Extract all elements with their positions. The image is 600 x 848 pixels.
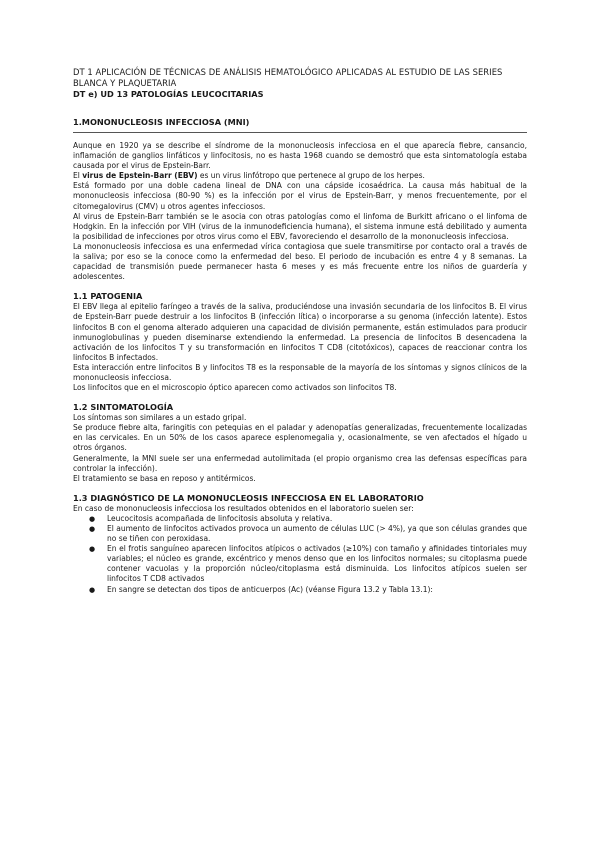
document-title: DT 1 APLICACIÓN DE TÉCNICAS DE ANÁLISIS HEMATOLÓGICO APLICADAS AL ESTUDIO DE LAS SERIES BLANCA Y PLAQUETARIA: [73, 67, 503, 88]
paragraph-ebv: [73, 171, 527, 181]
paragraph: Se produce fiebre alta, faringitis con petequias en el paladar y adenopatías generalizadas, frecuentemente localizadas en las cervicales. En un 50% de los casos aparece esplenomegalia y, ocasionalmente, se ven afectados el hígado u otros órganos.: [73, 423, 527, 453]
paragraph: Los síntomas son similares a un estado gripal.: [73, 413, 247, 423]
list-item: [89, 524, 527, 544]
paragraph: Generalmente, la MNI suele ser una enfermedad autolimitada (el propio organismo crea las defensas específicas para controlar la infección).: [73, 453, 527, 473]
heading-divider: [73, 132, 527, 133]
list-item-text: Leucocitosis acompañada de linfocitosis absoluta y relativa.: [107, 513, 333, 523]
paragraph: La mononucleosis infecciosa es una enfermedad vírica contagiosa que suele transmitirse por contacto oral a través de la saliva; por eso se la conoce como la enfermedad del beso. El periodo de incubación es entre 4 y 8 semanas. La capacidad de transmisión puede permanecer hasta 6 meses y es más frecuente entre los niños de guardería y adolescentes.: [73, 241, 527, 282]
bullet-icon: ●: [89, 585, 96, 594]
bold-term-ebv: virus de Epstein-Barr (EBV): [82, 171, 198, 181]
paragraph-text: es un virus linfótropo que pertenece al grupo de los herpes.: [197, 171, 425, 181]
paragraph: Aunque en 1920 ya se describe el síndrome de la mononucleosis infecciosa en el que aparecía fiebre, cansancio, inflamación de ganglios linfáticos y linfocitosis, no es hasta 1968 cuando se demostró que esta sintomatología estaba causada por el virus de Epstein-Barr.: [73, 141, 527, 171]
paragraph: El tratamiento se basa en reposo y antitérmicos.: [73, 473, 256, 483]
paragraph: Al virus de Epstein-Barr también se le asocia con otras patologías como el linfoma de Burkitt africano o el linfoma de Hodgkin. En la infección por VIH (virus de la inmunodeficiencia humana), el sistema inmune está debilitado y aumenta la posibilidad de infecciones por otros virus como el EBV, favoreciendo el desarrollo de la mononucleosis infecciosa.: [73, 211, 527, 241]
paragraph: Esta interacción entre linfocitos B y linfocitos T8 es la responsable de la mayoría de los síntomas y signos clínicos de la mononucleosis infecciosa.: [73, 362, 527, 382]
paragraph: En caso de mononucleosis infecciosa los resultados obtenidos en el laboratorio suelen ser:: [73, 503, 414, 513]
list-item: [89, 513, 527, 524]
section-heading-diagnostico: 1.3 DIAGNÓSTICO DE LA MONONUCLEOSIS INFECCIOSA EN EL LABORATORIO: [73, 492, 424, 503]
paragraph: Los linfocitos que en el microscopio óptico aparecen como activados son linfocitos T8.: [73, 383, 397, 393]
list-item: [89, 544, 527, 584]
bullet-icon: ●: [89, 514, 96, 523]
section-heading-sintomatologia: 1.2 SINTOMATOLOGÍA: [73, 402, 174, 413]
paragraph: El EBV llega al epitelio faríngeo a través de la saliva, produciéndose una invasión secundaria de los linfocitos B. El virus de Epstein-Barr puede destruir a los linfocitos B (infección lítica) o incorporarse a su genoma (infección latente). Estos linfocitos B con el genoma alterado adquieren una capacidad de división permanente, están estimulados para producir inmunoglobulinas y pueden diseminarse extendiendo la enfermedad. La presencia de linfocitos B desencadena la activación de los linfocitos T y su transformación en linfocitos T CD8 (citotóxicos), capaces de reaccionar contra los linfocitos B infectados.: [73, 302, 527, 362]
diagnosis-list: [73, 514, 527, 595]
bullet-icon: ●: [89, 545, 96, 554]
document-subtitle: DT e) UD 13 PATOLOGÍAS LEUCOCITARIAS: [73, 89, 264, 99]
paragraph-text: El: [73, 171, 83, 181]
paragraph: Está formado por una doble cadena lineal de DNA con una cápside icosaédrica. La causa más habitual de la mononucleosis infecciosa (80-90 %) es la infección por el virus de Epstein-Barr, y menos frecuentemente, por el citomegalovirus (CMV) u otros agentes infecciosos.: [73, 181, 527, 211]
section-heading-mni: 1.MONONUCLEOSIS INFECCIOSA (MNI): [73, 117, 250, 127]
list-item-text: El aumento de linfocitos activados provoca un aumento de células LUC (> 4%), ya que son células grandes que no se tiñen con peroxidasa.: [107, 524, 527, 544]
list-item: [89, 584, 527, 595]
list-item-text: En el frotis sanguíneo aparecen linfocitos atípicos o activados (≥10%) con tamaño y afinidades tintoriales muy variables; el núcleo es grande, excéntrico y menos denso que en los linfocitos normales; su citoplasma puede contener vacuolas y la proporción núcleo/citoplasma está disminuida. Los linfocitos atípicos suelen ser linfocitos T CD8 activados: [107, 544, 527, 584]
bullet-icon: ●: [89, 525, 96, 533]
list-item-text: En sangre se detectan dos tipos de anticuerpos (Ac) (véanse Figura 13.2 y Tabla 13.1):: [107, 584, 433, 594]
section-heading-patogenia: 1.1 PATOGENIA: [73, 291, 143, 302]
